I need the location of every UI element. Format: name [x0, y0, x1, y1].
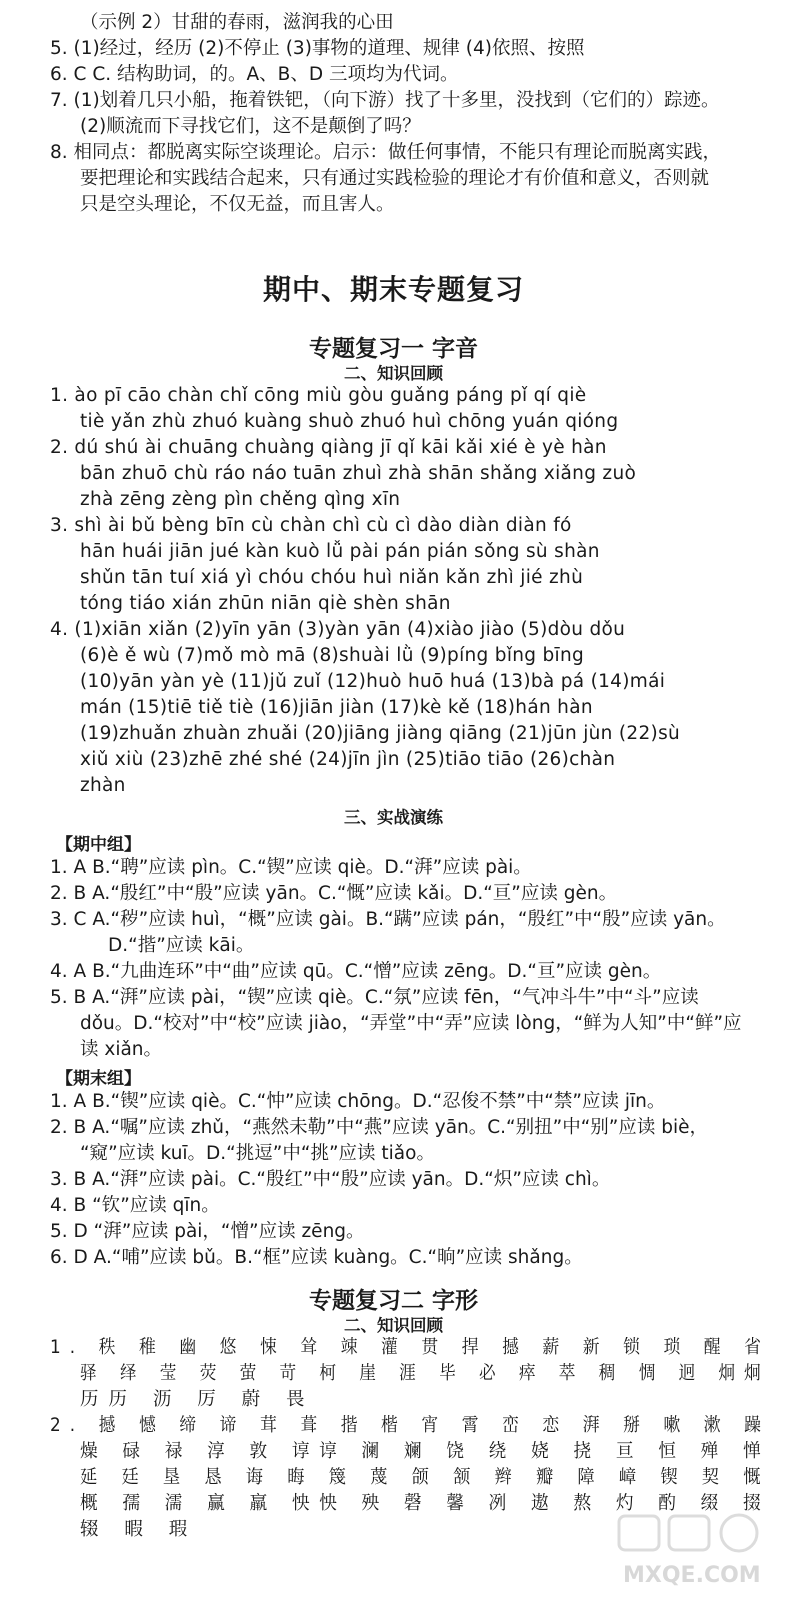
pinyin-line: mán (15)tiē tiě tiè (16)jiān jiàn (17)kè kě (18)hán hàn: [80, 697, 593, 718]
top-line: (2)顺流而下寻找它们，这不是颠倒了吗？: [80, 116, 421, 137]
subsection-title: 二、知识回顾: [344, 364, 443, 383]
char-line: 延 廷 垦 恳 诲 晦 篾 蔑 颌 颔 辫 瓣 障 嶂 锲 契 慨: [80, 1467, 770, 1488]
pinyin-line: 3. shì ài bǔ bèng bīn cù chàn chì cù cì dào diàn diàn fó: [50, 515, 572, 536]
top-line: 8. 相同点：都脱离实际空谈理论。启示：做任何事情，不能只有理论而脱离实践，: [50, 142, 722, 163]
char-line: 历历 沥 厉 蔚 畏: [80, 1389, 315, 1410]
subsection-title: 三、实战演练: [344, 808, 443, 827]
answer-line: 2. B A.“殷红”中“殷”应读 yān。C.“慨”应读 kǎi。D.“亘”应读 gèn。: [50, 883, 618, 904]
pinyin-line: 2. dú shú ài chuāng chuàng qiàng jī qǐ kāi kǎi xié è yè hàn: [50, 437, 607, 458]
top-line: 要把理论和实践结合起来，只有通过实践检验的理论才有价值和意义，否则就: [80, 168, 710, 189]
answer-line: 5. D “湃”应读 pài，“憎”应读 zēng。: [50, 1221, 365, 1242]
section-title-glyphs: 专题复习二 字形: [308, 1288, 478, 1314]
main-title: 期中、期末专题复习: [262, 273, 524, 306]
group-label-midterm: 【期中组】: [56, 835, 141, 855]
top-line: 6. C C. 结构助词，的。A、B、D 三项均为代词。: [50, 64, 459, 85]
pinyin-line: 1. ào pī cāo chàn chǐ cōng miù gòu guǎng páng pǐ qí qiè: [50, 385, 587, 406]
top-line: 只是空头理论，不仅无益，而且害人。: [80, 194, 395, 215]
pinyin-line: (19)zhuǎn zhuàn zhuǎi (20)jiāng jiàng qiāng (21)jūn jùn (22)sù: [80, 723, 681, 744]
section-title-pronunciation: 专题复习一 字音: [308, 336, 478, 362]
char-line: 1. 秩 稚 幽 悠 悚 耸 竦 灌 贯 捍 撼 薪 新 锁 琐 醒 省: [50, 1337, 771, 1358]
char-line: 燥 碌 禄 淳 敦 谆谆 澜 斓 饶 绕 娆 挠 亘 恒 殚 惮: [80, 1441, 771, 1462]
pinyin-line: (10)yān yàn yè (11)jǔ zuǐ (12)huò huō huá (13)bà pá (14)mái: [80, 671, 666, 692]
char-line: 概 孺 濡 赢 羸 怏怏 殃 磬 馨 冽 遨 熬 灼 酌 缀 掇: [80, 1493, 771, 1514]
answer-line: 4. B “钦”应读 qīn。: [50, 1195, 220, 1216]
top-line: 7. (1)划着几只小船，拖着铁钯，（向下游）找了十多里，没找到（它们的）踪迹。: [50, 90, 720, 111]
answer-line: 读 xiǎn。: [80, 1039, 163, 1060]
pinyin-line: tóng tiáo xián zhūn niān qiè shèn shān: [80, 593, 451, 614]
top-line: 5. (1)经过，经历 (2)不停止 (3)事物的道理、规律 (4)依照、按照: [50, 38, 585, 59]
top-line: （示例 2）甘甜的春雨，滋润我的心田: [80, 12, 394, 33]
answer-line: 6. D A.“哺”应读 bǔ。B.“框”应读 kuàng。C.“晌”应读 shǎng。: [50, 1247, 583, 1268]
group-label-final: 【期末组】: [56, 1069, 141, 1089]
answer-line: D.“揩”应读 kāi。: [108, 935, 255, 956]
char-line: 2. 撼 憾 缔 谛 茸 葺 揩 楷 宵 霄 峦 恋 湃 掰 嗽 漱 躁: [50, 1415, 771, 1436]
pinyin-line: 4. (1)xiān xiǎn (2)yīn yān (3)yàn yān (4)xiào jiào (5)dòu dǒu: [50, 619, 626, 640]
subsection-title: 二、知识回顾: [344, 1316, 443, 1335]
answer-line: 3. B A.“湃”应读 pài。C.“殷红”中“殷”应读 yān。D.“炽”应读 chì。: [50, 1169, 611, 1190]
pinyin-line: xiǔ xiù (23)zhē zhé shé (24)jīn jìn (25)tiāo tiāo (26)chàn: [80, 749, 616, 770]
answer-line: 2. B A.“嘱”应读 zhǔ，“燕然未勒”中“燕”应读 yān。C.“别扭”中“别”应读 biè，: [50, 1117, 709, 1138]
pinyin-line: shǔn tān tuí xiá yì chóu chóu huì niǎn kǎn zhì jié zhù: [80, 567, 584, 588]
pinyin-line: tiè yǎn zhù zhuó kuàng shuò zhuó huì chōng yuán qióng: [80, 411, 619, 432]
char-line: 辍 暇 瑕: [80, 1519, 198, 1540]
answer-line: 5. B A.“湃”应读 pài，“锲”应读 qiè。C.“氛”应读 fēn，“气冲斗牛”中“斗”应读: [50, 987, 699, 1008]
pinyin-line: zhà zēng zèng pìn chěng qìng xīn: [80, 489, 401, 510]
pinyin-line: hān huái jiān jué kàn kuò lǚ pài pán pián sǒng sù shàn: [80, 541, 600, 562]
char-line: 驿 绎 莹 荧 萤 苛 柯 崖 涯 毕 必 瘁 萃 稠 惆 迥 炯炯: [80, 1363, 770, 1384]
answer-line: “窥”应读 kuī。D.“挑逗”中“挑”应读 tiǎo。: [80, 1143, 435, 1164]
watermark-logo: [613, 1512, 783, 1592]
answer-line: 3. C A.“秽”应读 huì，“概”应读 gài。B.“蹒”应读 pán，“殷红”中“殷”应读 yān。: [50, 909, 726, 930]
answer-line: dǒu。D.“校对”中“校”应读 jiào，“弄堂”中“弄”应读 lòng，“鲜为人知”中“鲜”应: [80, 1013, 742, 1034]
pinyin-line: bān zhuō chù ráo náo tuān zhuì zhà shān shǎng xiǎng zuò: [80, 463, 637, 484]
answer-line: 1. A B.“锲”应读 qiè。C.“忡”应读 chōng。D.“忍俊不禁”中“禁”应读 jīn。: [50, 1091, 666, 1112]
watermark-text: MXQE.COM: [623, 1563, 761, 1588]
answer-line: 4. A B.“九曲连环”中“曲”应读 qū。C.“憎”应读 zēng。D.“亘”应读 gèn。: [50, 961, 662, 982]
pinyin-line: zhàn: [80, 775, 126, 796]
pinyin-line: (6)è ě wù (7)mǒ mò mā (8)shuài lǜ (9)píng bǐng bīng: [80, 645, 585, 666]
answer-line: 1. A B.“聘”应读 pìn。C.“锲”应读 qiè。D.“湃”应读 pài。: [50, 857, 532, 878]
